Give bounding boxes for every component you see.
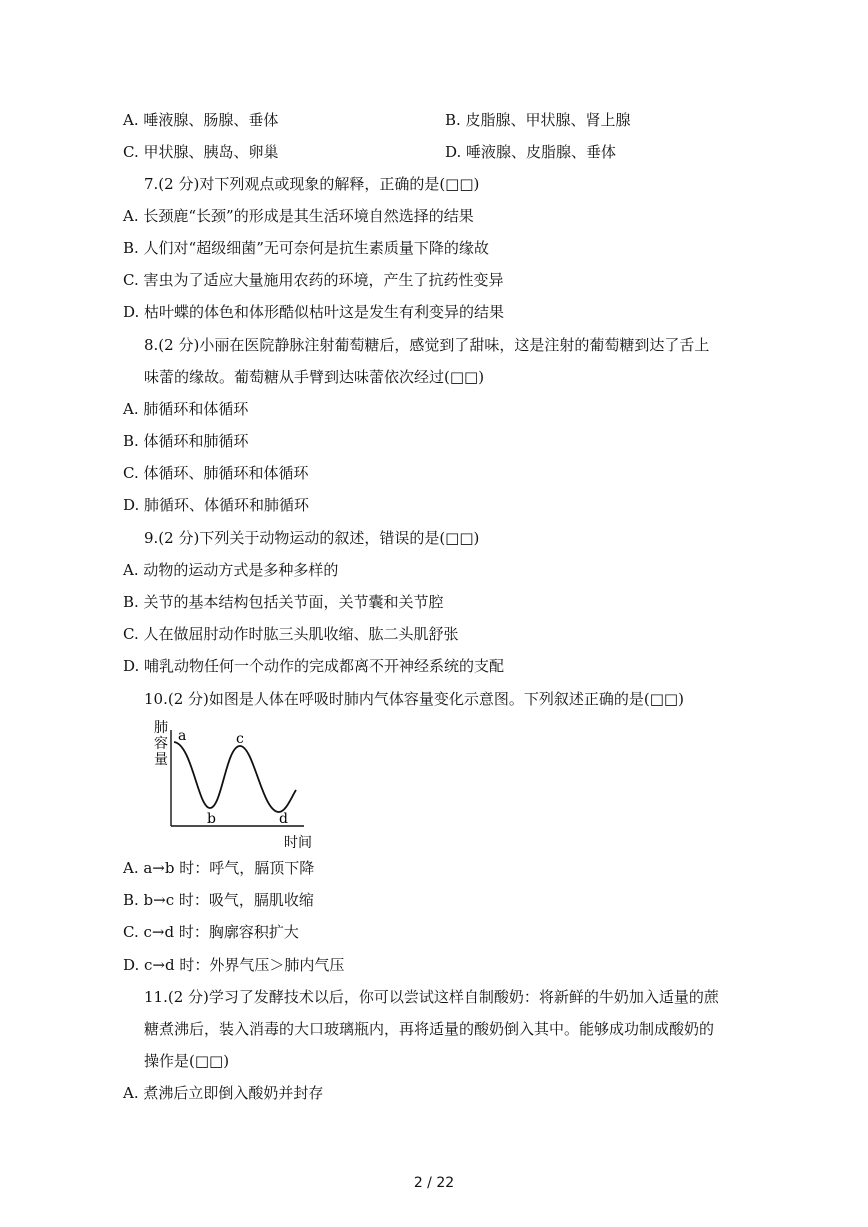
- q9-option-d: D. 哺乳动物任何一个动作的完成都离不开神经系统的支配: [123, 657, 505, 675]
- figure-point-b: b: [207, 811, 216, 827]
- q11-option-a: A. 煮沸后立即倒入酸奶并封存: [123, 1084, 324, 1102]
- figure-point-a: a: [178, 728, 187, 744]
- q9-stem: 9.(2 分)下列关于动物运动的叙述，错误的是(□□): [144, 529, 480, 547]
- page-number: 2 / 22: [413, 1175, 455, 1191]
- q10-option-b: B. b→c 时：吸气，膈肌收缩: [123, 891, 314, 909]
- q11-stem-line3: 操作是(□□): [144, 1052, 230, 1070]
- q7-option-b: B. 人们对“超级细菌”无可奈何是抗生素质量下降的缘故: [123, 239, 489, 257]
- q8-stem-line1: 8.(2 分)小丽在医院静脉注射葡萄糖后，感觉到了甜味，这是注射的葡萄糖到达了舌上: [144, 336, 710, 354]
- q8-stem-line2: 味蕾的缘故。葡萄糖从手臂到达味蕾依次经过(□□): [144, 368, 485, 386]
- q7-option-c: C. 害虫为了适应大量施用农药的环境，产生了抗药性变异: [123, 271, 504, 289]
- q9-option-c: C. 人在做屈肘动作时肱三头肌收缩、肱二头肌舒张: [123, 625, 459, 643]
- lung-volume-figure: [144, 716, 324, 850]
- q8-option-a: A. 肺循环和体循环: [123, 400, 249, 418]
- q10-option-a: A. a→b 时：呼气，膈顶下降: [123, 859, 315, 877]
- figure-xlabel: 时间: [284, 835, 312, 850]
- q10-option-c: C. c→d 时：胸廓容积扩大: [123, 923, 299, 941]
- q8-option-c: C. 体循环、肺循环和体循环: [123, 464, 309, 482]
- q6-option-c: C. 甲状腺、胰岛、卵巢: [123, 143, 279, 161]
- q9-option-a: A. 动物的运动方式是多种多样的: [123, 561, 339, 579]
- q7-option-d: D. 枯叶蝶的体色和体形酷似枯叶这是发生有利变异的结果: [123, 303, 505, 321]
- q10-stem: 10.(2 分)如图是人体在呼吸时肺内气体容量变化示意图。下列叙述正确的是(□□): [144, 690, 684, 708]
- q8-option-b: B. 体循环和肺循环: [123, 432, 249, 450]
- q7-stem: 7.(2 分)对下列观点或现象的解释，正确的是(□□): [144, 175, 480, 193]
- figure-volume-curve: [174, 742, 296, 812]
- figure-point-c: c: [236, 731, 244, 747]
- figure-point-d: d: [279, 811, 288, 827]
- q11-stem-line1: 11.(2 分)学习了发酵技术以后，你可以尝试这样自制酸奶：将新鲜的牛奶加入适量的蔗: [144, 988, 719, 1006]
- figure-ylabel-char-0: 肺: [154, 720, 168, 736]
- q6-option-d: D. 唾液腺、皮脂腺、垂体: [445, 143, 617, 161]
- q9-option-b: B. 关节的基本结构包括关节面，关节囊和关节腔: [123, 593, 444, 611]
- figure-ylabel-char-1: 容: [154, 736, 168, 752]
- figure-ylabel-char-2: 量: [154, 752, 168, 768]
- q6-option-a: A. 唾液腺、肠腺、垂体: [123, 111, 279, 129]
- q8-option-d: D. 肺循环、体循环和肺循环: [123, 496, 310, 514]
- q11-stem-line2: 糖煮沸后，装入消毒的大口玻璃瓶内，再将适量的酸奶倒入其中。能够成功制成酸奶的: [144, 1020, 715, 1038]
- q7-option-a: A. 长颈鹿“长颈”的形成是其生活环境自然选择的结果: [123, 207, 474, 225]
- q6-option-b: B. 皮脂腺、甲状腺、肾上腺: [445, 111, 631, 129]
- q10-option-d: D. c→d 时：外界气压＞肺内气压: [123, 956, 345, 974]
